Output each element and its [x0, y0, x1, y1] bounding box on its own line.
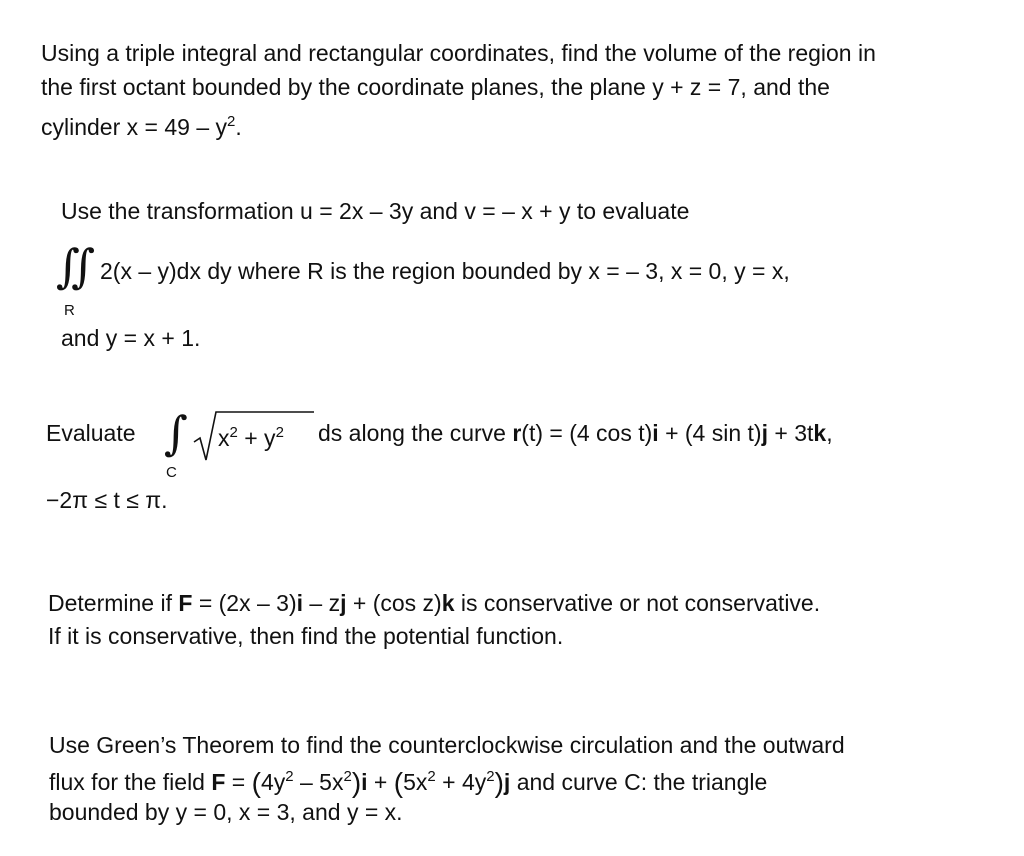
line-integral-symbol: ∫: [164, 406, 188, 460]
problem2-line2: 2(x – y)dx dy where R is the region bounded by x = – 3, x = 0, y = x,: [100, 258, 790, 284]
problem2-line1: Use the transformation u = 2x – 3y and v = – x + y to evaluate: [61, 198, 690, 224]
problem3-line1-rest: ds along the curve r(t) = (4 cos t)i + (4 sin t)j + 3tk,: [318, 420, 833, 446]
problem3-evaluate: Evaluate: [46, 420, 136, 446]
problem5-line2: flux for the field $F = (4y^2 - 5x^2)i + (5x^2 + 4y^2)j$ and curve C: the triangle: [49, 767, 768, 798]
problem1-line3: cylinder $x = 49 - y^2$.: [41, 113, 242, 140]
double-integral-symbol: ∬: [56, 239, 96, 293]
problem3-line2: −2π ≤ t ≤ π.: [46, 487, 168, 513]
problem3-radicand: $x^2 + y^2$: [218, 424, 284, 451]
problem4-line1: Determine if F = (2x – 3)i – zj + (cos z)k is conservative or not conservative.: [48, 590, 821, 616]
problem1-line1: Using a triple integral and rectangular coordinates, find the volume of the region in: [41, 40, 876, 66]
problem5-line1: Use Green’s Theorem to find the counterclockwise circulation and the outward: [49, 732, 845, 758]
problem5-line3: bounded by y = 0, x = 3, and y = x.: [49, 799, 403, 825]
integral-curve-label: C: [166, 464, 177, 481]
integral-region-label: R: [64, 302, 75, 319]
problem4-line2: If it is conservative, then find the potential function.: [48, 623, 564, 649]
problem1-line2: the first octant bounded by the coordinate planes, the plane y + z = 7, and the: [41, 74, 830, 100]
problem2-line3: and y = x + 1.: [61, 325, 201, 351]
